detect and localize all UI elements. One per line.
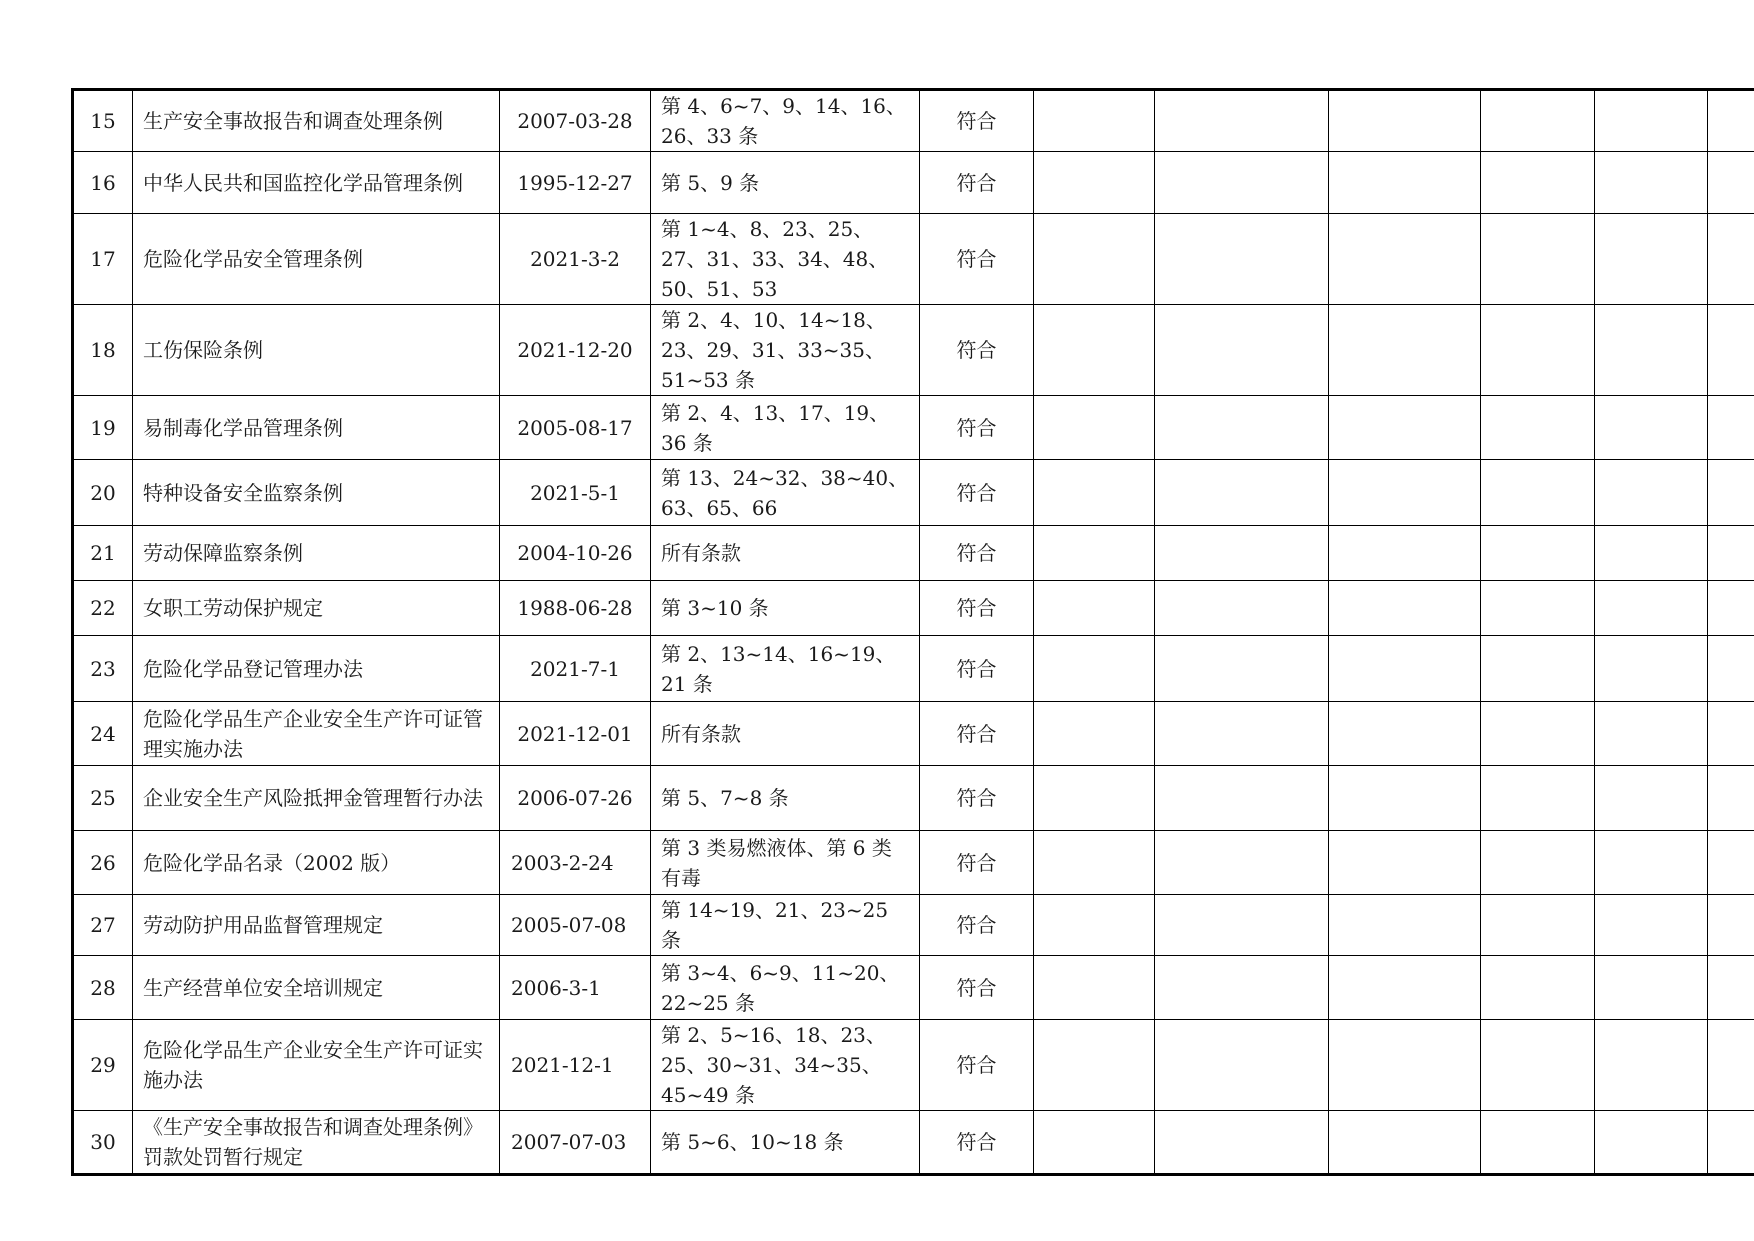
applicable-clauses: 第 5、9 条: [651, 152, 920, 214]
regulation-name: 危险化学品安全管理条例: [133, 214, 500, 305]
empty-cell: [1329, 460, 1481, 526]
compliance-result: 符合: [920, 895, 1034, 956]
empty-cell: [1034, 90, 1155, 152]
empty-cell: [1155, 214, 1329, 305]
table-row: [73, 581, 1754, 636]
regulation-name: 劳动防护用品监督管理规定: [133, 895, 500, 956]
empty-cell: [1481, 895, 1595, 956]
regulation-name: 《生产安全事故报告和调查处理条例》罚款处罚暂行规定: [133, 1111, 500, 1175]
table-row: [73, 214, 1754, 305]
table-row: [73, 831, 1754, 895]
empty-cell: [1329, 1111, 1481, 1175]
empty-cell: [1034, 1111, 1155, 1175]
empty-cell: [1481, 1111, 1595, 1175]
regulation-name: 危险化学品生产企业安全生产许可证实施办法: [133, 1020, 500, 1111]
empty-cell: [1481, 766, 1595, 831]
empty-cell: [1708, 895, 1754, 956]
compliance-result: 符合: [920, 460, 1034, 526]
effective-date: 2007-07-03: [500, 1111, 651, 1175]
empty-cell: [1155, 636, 1329, 702]
empty-cell: [1155, 90, 1329, 152]
applicable-clauses: 第 3~4、6~9、11~20、22~25 条: [651, 956, 920, 1020]
effective-date: 2004-10-26: [500, 526, 651, 581]
applicable-clauses: 第 5、7~8 条: [651, 766, 920, 831]
empty-cell: [1034, 526, 1155, 581]
effective-date: 2021-12-01: [500, 702, 651, 766]
empty-cell: [1595, 1111, 1708, 1175]
empty-cell: [1034, 956, 1155, 1020]
regulation-name: 女职工劳动保护规定: [133, 581, 500, 636]
empty-cell: [1034, 214, 1155, 305]
empty-cell: [1034, 636, 1155, 702]
empty-cell: [1595, 831, 1708, 895]
applicable-clauses: 所有条款: [651, 702, 920, 766]
empty-cell: [1595, 396, 1708, 460]
table-row: [73, 460, 1754, 526]
row-number: 19: [73, 396, 133, 460]
applicable-clauses: 第 13、24~32、38~40、63、65、66: [651, 460, 920, 526]
empty-cell: [1329, 956, 1481, 1020]
empty-cell: [1155, 702, 1329, 766]
compliance-result: 符合: [920, 90, 1034, 152]
table-row: [73, 895, 1754, 956]
empty-cell: [1708, 702, 1754, 766]
table-row: [73, 152, 1754, 214]
empty-cell: [1329, 636, 1481, 702]
empty-cell: [1595, 305, 1708, 396]
empty-cell: [1481, 526, 1595, 581]
table-row: [73, 702, 1754, 766]
empty-cell: [1481, 90, 1595, 152]
effective-date: 2005-07-08: [500, 895, 651, 956]
effective-date: 2003-2-24: [500, 831, 651, 895]
empty-cell: [1329, 396, 1481, 460]
regulation-name: 劳动保障监察条例: [133, 526, 500, 581]
empty-cell: [1329, 581, 1481, 636]
applicable-clauses: 第 2、4、10、14~18、23、29、31、33~35、51~53 条: [651, 305, 920, 396]
compliance-result: 符合: [920, 581, 1034, 636]
effective-date: 2007-03-28: [500, 90, 651, 152]
empty-cell: [1708, 90, 1754, 152]
empty-cell: [1329, 214, 1481, 305]
empty-cell: [1329, 895, 1481, 956]
table-row: [73, 1020, 1754, 1111]
empty-cell: [1329, 90, 1481, 152]
empty-cell: [1595, 460, 1708, 526]
empty-cell: [1595, 766, 1708, 831]
empty-cell: [1481, 1020, 1595, 1111]
compliance-result: 符合: [920, 1020, 1034, 1111]
empty-cell: [1708, 831, 1754, 895]
row-number: 21: [73, 526, 133, 581]
empty-cell: [1034, 581, 1155, 636]
empty-cell: [1595, 526, 1708, 581]
empty-cell: [1595, 581, 1708, 636]
empty-cell: [1155, 526, 1329, 581]
effective-date: 2021-3-2: [500, 214, 651, 305]
regulation-name: 危险化学品名录（2002 版）: [133, 831, 500, 895]
compliance-result: 符合: [920, 305, 1034, 396]
empty-cell: [1155, 766, 1329, 831]
applicable-clauses: 第 1~4、8、23、25、27、31、33、34、48、50、51、53: [651, 214, 920, 305]
row-number: 26: [73, 831, 133, 895]
compliance-result: 符合: [920, 1111, 1034, 1175]
effective-date: 1988-06-28: [500, 581, 651, 636]
empty-cell: [1034, 305, 1155, 396]
compliance-result: 符合: [920, 831, 1034, 895]
applicable-clauses: 第 14~19、21、23~25 条: [651, 895, 920, 956]
row-number: 27: [73, 895, 133, 956]
empty-cell: [1708, 396, 1754, 460]
empty-cell: [1708, 956, 1754, 1020]
empty-cell: [1708, 214, 1754, 305]
table-body: [73, 90, 1754, 1175]
effective-date: 2006-3-1: [500, 956, 651, 1020]
empty-cell: [1708, 581, 1754, 636]
table-row: [73, 526, 1754, 581]
applicable-clauses: 所有条款: [651, 526, 920, 581]
empty-cell: [1034, 396, 1155, 460]
compliance-result: 符合: [920, 766, 1034, 831]
empty-cell: [1034, 766, 1155, 831]
empty-cell: [1481, 460, 1595, 526]
applicable-clauses: 第 5~6、10~18 条: [651, 1111, 920, 1175]
applicable-clauses: 第 3~10 条: [651, 581, 920, 636]
compliance-result: 符合: [920, 152, 1034, 214]
row-number: 22: [73, 581, 133, 636]
effective-date: 1995-12-27: [500, 152, 651, 214]
row-number: 28: [73, 956, 133, 1020]
table-row: [73, 766, 1754, 831]
empty-cell: [1155, 581, 1329, 636]
empty-cell: [1034, 152, 1155, 214]
empty-cell: [1034, 831, 1155, 895]
effective-date: 2006-07-26: [500, 766, 651, 831]
empty-cell: [1329, 831, 1481, 895]
empty-cell: [1034, 702, 1155, 766]
empty-cell: [1155, 1020, 1329, 1111]
effective-date: 2021-5-1: [500, 460, 651, 526]
table-row: [73, 636, 1754, 702]
applicable-clauses: 第 2、4、13、17、19、36 条: [651, 396, 920, 460]
empty-cell: [1329, 305, 1481, 396]
empty-cell: [1034, 1020, 1155, 1111]
empty-cell: [1708, 1111, 1754, 1175]
regulation-name: 危险化学品生产企业安全生产许可证管理实施办法: [133, 702, 500, 766]
empty-cell: [1034, 460, 1155, 526]
effective-date: 2005-08-17: [500, 396, 651, 460]
regulation-name: 生产安全事故报告和调查处理条例: [133, 90, 500, 152]
empty-cell: [1155, 460, 1329, 526]
compliance-result: 符合: [920, 956, 1034, 1020]
empty-cell: [1034, 895, 1155, 956]
empty-cell: [1595, 1020, 1708, 1111]
row-number: 17: [73, 214, 133, 305]
regulation-name: 特种设备安全监察条例: [133, 460, 500, 526]
empty-cell: [1329, 766, 1481, 831]
row-number: 16: [73, 152, 133, 214]
table-row: [73, 1111, 1754, 1175]
table-row: [73, 305, 1754, 396]
empty-cell: [1155, 831, 1329, 895]
empty-cell: [1329, 526, 1481, 581]
empty-cell: [1481, 636, 1595, 702]
empty-cell: [1595, 895, 1708, 956]
empty-cell: [1595, 152, 1708, 214]
applicable-clauses: 第 2、5~16、18、23、25、30~31、34~35、45~49 条: [651, 1020, 920, 1111]
empty-cell: [1155, 895, 1329, 956]
empty-cell: [1708, 1020, 1754, 1111]
empty-cell: [1155, 152, 1329, 214]
applicable-clauses: 第 4、6~7、9、14、16、26、33 条: [651, 90, 920, 152]
empty-cell: [1155, 396, 1329, 460]
regulations-table: [71, 88, 1754, 1176]
row-number: 29: [73, 1020, 133, 1111]
row-number: 18: [73, 305, 133, 396]
empty-cell: [1481, 305, 1595, 396]
table-row: [73, 956, 1754, 1020]
empty-cell: [1708, 152, 1754, 214]
empty-cell: [1329, 1020, 1481, 1111]
empty-cell: [1481, 702, 1595, 766]
table-row: [73, 90, 1754, 152]
empty-cell: [1595, 214, 1708, 305]
empty-cell: [1155, 305, 1329, 396]
compliance-result: 符合: [920, 214, 1034, 305]
row-number: 30: [73, 1111, 133, 1175]
effective-date: 2021-12-20: [500, 305, 651, 396]
regulation-name: 危险化学品登记管理办法: [133, 636, 500, 702]
compliance-result: 符合: [920, 636, 1034, 702]
row-number: 23: [73, 636, 133, 702]
empty-cell: [1481, 152, 1595, 214]
empty-cell: [1708, 460, 1754, 526]
table-row: [73, 396, 1754, 460]
effective-date: 2021-7-1: [500, 636, 651, 702]
empty-cell: [1481, 214, 1595, 305]
regulation-name: 中华人民共和国监控化学品管理条例: [133, 152, 500, 214]
empty-cell: [1329, 152, 1481, 214]
applicable-clauses: 第 2、13~14、16~19、21 条: [651, 636, 920, 702]
row-number: 20: [73, 460, 133, 526]
empty-cell: [1155, 956, 1329, 1020]
empty-cell: [1595, 636, 1708, 702]
row-number: 15: [73, 90, 133, 152]
empty-cell: [1708, 636, 1754, 702]
row-number: 25: [73, 766, 133, 831]
empty-cell: [1481, 956, 1595, 1020]
regulation-name: 易制毒化学品管理条例: [133, 396, 500, 460]
regulation-name: 生产经营单位安全培训规定: [133, 956, 500, 1020]
compliance-result: 符合: [920, 396, 1034, 460]
compliance-result: 符合: [920, 526, 1034, 581]
row-number: 24: [73, 702, 133, 766]
regulation-name: 工伤保险条例: [133, 305, 500, 396]
empty-cell: [1708, 526, 1754, 581]
empty-cell: [1481, 396, 1595, 460]
empty-cell: [1155, 1111, 1329, 1175]
empty-cell: [1595, 956, 1708, 1020]
applicable-clauses: 第 3 类易燃液体、第 6 类有毒: [651, 831, 920, 895]
compliance-result: 符合: [920, 702, 1034, 766]
empty-cell: [1595, 702, 1708, 766]
empty-cell: [1481, 581, 1595, 636]
empty-cell: [1481, 831, 1595, 895]
empty-cell: [1329, 702, 1481, 766]
empty-cell: [1595, 90, 1708, 152]
empty-cell: [1708, 766, 1754, 831]
effective-date: 2021-12-1: [500, 1020, 651, 1111]
empty-cell: [1708, 305, 1754, 396]
regulation-name: 企业安全生产风险抵押金管理暂行办法: [133, 766, 500, 831]
